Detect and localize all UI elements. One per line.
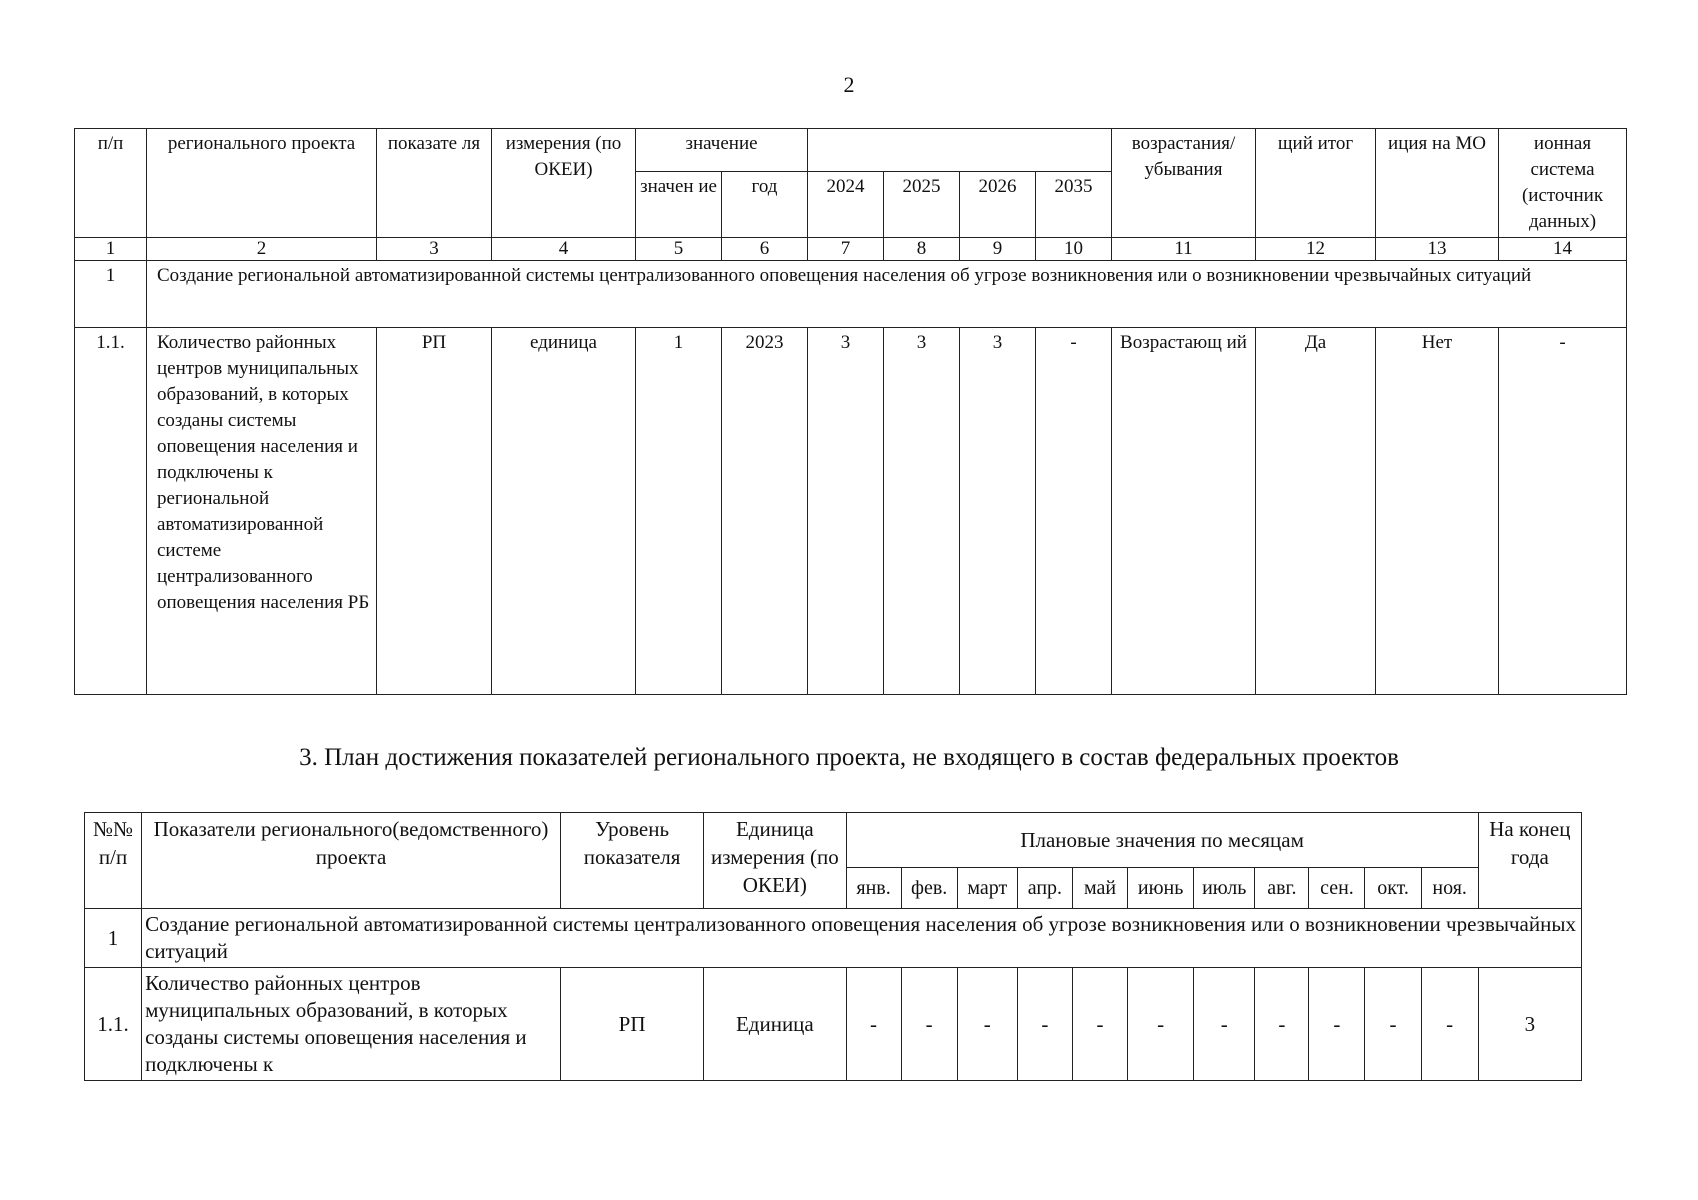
monthly-value: - [1128,968,1194,1081]
column-number: 11 [1112,238,1256,261]
section-num: 1 [75,261,147,328]
column-number: 1 [75,238,147,261]
table1-section-row [75,261,1627,328]
section-heading: 3. План достижения показателей регионального проекта, не входящего в состав федеральных проектов [299,744,1399,771]
section-title: Создание региональной автоматизированной системы централизованного оповещения населения об угрозе возникновения или о возникновении чрезвычайных ситуаций [142,909,1582,968]
month-mar: март [957,868,1017,909]
indicator-name: Количество районных центров муниципальных образований, в которых созданы системы оповещения населения и подключены к [142,968,561,1081]
indicators-table [74,128,1627,695]
month-jan: янв. [846,868,901,909]
value-2035: - [1036,328,1112,695]
header-2026: 2026 [960,172,1036,238]
month-feb: фев. [901,868,957,909]
header-year: год [722,172,808,238]
header-unit: измерения (по ОКЕИ) [492,129,636,238]
month-jul: июль [1194,868,1255,909]
indicator-name: Количество районных центров муниципальных образований, в которых созданы системы оповещения населения и подключены к региональной автоматизированной системе централизованного оповещения населения РБ [147,328,377,695]
monthly-value: - [1421,968,1478,1081]
header-num: №№ п/п [85,813,142,909]
header-value: значен ие [636,172,722,238]
header-trend: возрастания/ убывания [1112,129,1256,238]
header-period-blank [808,129,1112,172]
monthly-value: - [1255,968,1309,1081]
value-2024: 3 [808,328,884,695]
header-base-value: значение [636,129,808,172]
monthly-value: - [846,968,901,1081]
column-number: 6 [722,238,808,261]
section-title: Создание региональной автоматизированной системы централизованного оповещения населения об угрозе возникновения или о возникновении чрезвычайных ситуаций [147,261,1627,328]
info-system: - [1499,328,1627,695]
header-info-system: ионная система (источник данных) [1499,129,1627,238]
table-row [85,968,1582,1081]
header-year-end: На конец года [1478,813,1581,909]
indicator-unit: единица [492,328,636,695]
header-level: Уровень показателя [560,813,703,909]
month-apr: апр. [1017,868,1072,909]
column-number: 13 [1376,238,1499,261]
year-end-value: 3 [1478,968,1581,1081]
table2-section-row [85,909,1582,968]
column-number: 10 [1036,238,1112,261]
header-indicators: Показатели регионального(ведомственного) проекта [142,813,561,909]
monthly-value: - [1194,968,1255,1081]
table-row [75,328,1627,695]
column-number: 4 [492,238,636,261]
indicator-level: РП [560,968,703,1081]
monthly-value: - [957,968,1017,1081]
header-cumulative: щий итог [1256,129,1376,238]
header-project: регионального проекта [147,129,377,238]
monthly-value: - [1072,968,1127,1081]
monthly-value: - [901,968,957,1081]
header-unit: Единица измерения (по ОКЕИ) [704,813,846,909]
cumulative: Да [1256,328,1376,695]
month-nov: ноя. [1421,868,1478,909]
column-number: 2 [147,238,377,261]
header-num: п/п [75,129,147,238]
month-may: май [1072,868,1127,909]
section-num: 1 [85,909,142,968]
trend: Возрастающ ий [1112,328,1256,695]
decomposition: Нет [1376,328,1499,695]
month-aug: авг. [1255,868,1309,909]
header-2025: 2025 [884,172,960,238]
monthly-value: - [1365,968,1421,1081]
monthly-value: - [1309,968,1365,1081]
header-planned-values: Плановые значения по месяцам [846,813,1478,868]
header-2024: 2024 [808,172,884,238]
table1-column-numbers [75,238,1627,261]
column-number: 14 [1499,238,1627,261]
monthly-plan-table [84,812,1582,1081]
column-number: 8 [884,238,960,261]
indicator-unit: Единица [704,968,846,1081]
table1-header-row [75,129,1627,172]
header-2035: 2035 [1036,172,1112,238]
value-2026: 3 [960,328,1036,695]
column-number: 3 [377,238,492,261]
base-value: 1 [636,328,722,695]
month-sep: сен. [1309,868,1365,909]
column-number: 5 [636,238,722,261]
month-jun: июнь [1128,868,1194,909]
monthly-value: - [1017,968,1072,1081]
value-2025: 3 [884,328,960,695]
header-decomposition: иция на МО [1376,129,1499,238]
column-number: 12 [1256,238,1376,261]
header-indicator-level: показате ля [377,129,492,238]
base-year: 2023 [722,328,808,695]
indicator-level: РП [377,328,492,695]
page-number: 2 [843,72,855,97]
table2-header-row [85,813,1582,868]
column-number: 7 [808,238,884,261]
column-number: 9 [960,238,1036,261]
row-num: 1.1. [85,968,142,1081]
month-oct: окт. [1365,868,1421,909]
row-num: 1.1. [75,328,147,695]
